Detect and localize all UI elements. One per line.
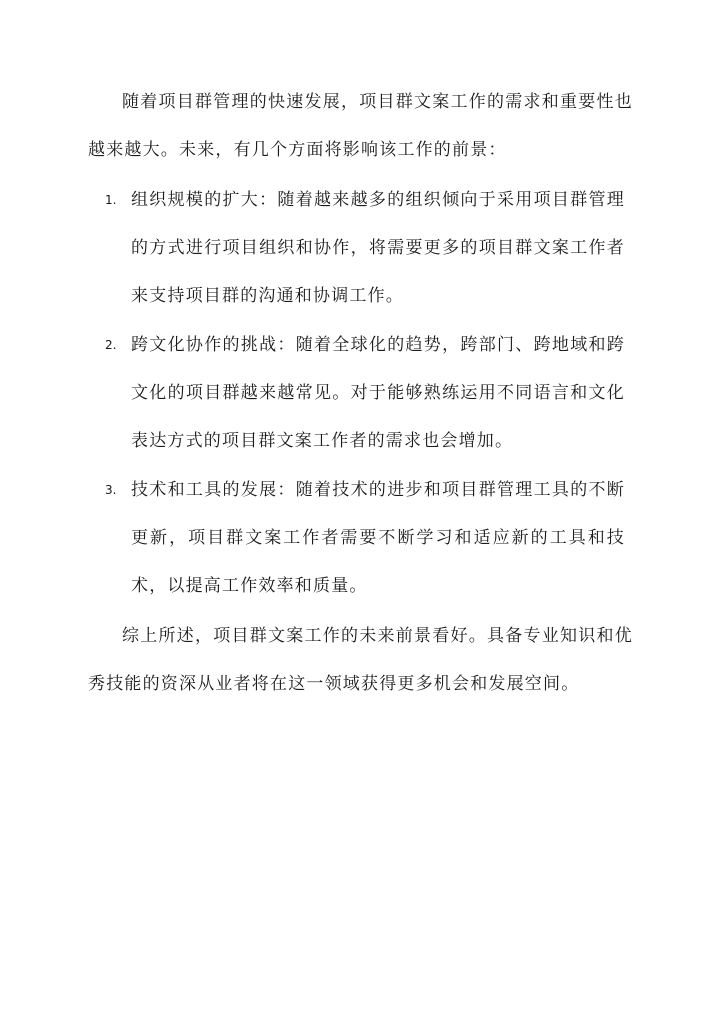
list-item-text: 跨文化协作的挑战：随着全球化的趋势，跨部门、跨地域和跨文化的项目群越来越常见。对于能够熟练运用不同语言和文化表达方式的项目群文案工作者的需求也会增加。 bbox=[131, 335, 625, 451]
list-item-number: 1. bbox=[105, 193, 117, 207]
intro-paragraph: 随着项目群管理的快速发展，项目群文案工作的需求和重要性也越来越大。未来，有几个方面将影响该工作的前景： bbox=[88, 92, 633, 160]
list-item-number: 2. bbox=[105, 338, 117, 352]
list-item bbox=[105, 466, 625, 610]
prospects-list bbox=[105, 176, 625, 611]
list-item-number: 3. bbox=[105, 483, 117, 497]
list-item bbox=[105, 321, 625, 465]
list-item-text: 技术和工具的发展：随着技术的进步和项目群管理工具的不断更新，项目群文案工作者需要不断学习和适应新的工具和技术，以提高工作效率和质量。 bbox=[131, 480, 625, 596]
list-item-text: 组织规模的扩大：随着越来越多的组织倾向于采用项目群管理的方式进行项目组织和协作，将需要更多的项目群文案工作者来支持项目群的沟通和协调工作。 bbox=[131, 190, 625, 306]
list-item bbox=[105, 176, 625, 320]
summary-paragraph: 综上所述，项目群文案工作的未来前景看好。具备专业知识和优秀技能的资深从业者将在这一领域获得更多机会和发展空间。 bbox=[88, 626, 633, 694]
